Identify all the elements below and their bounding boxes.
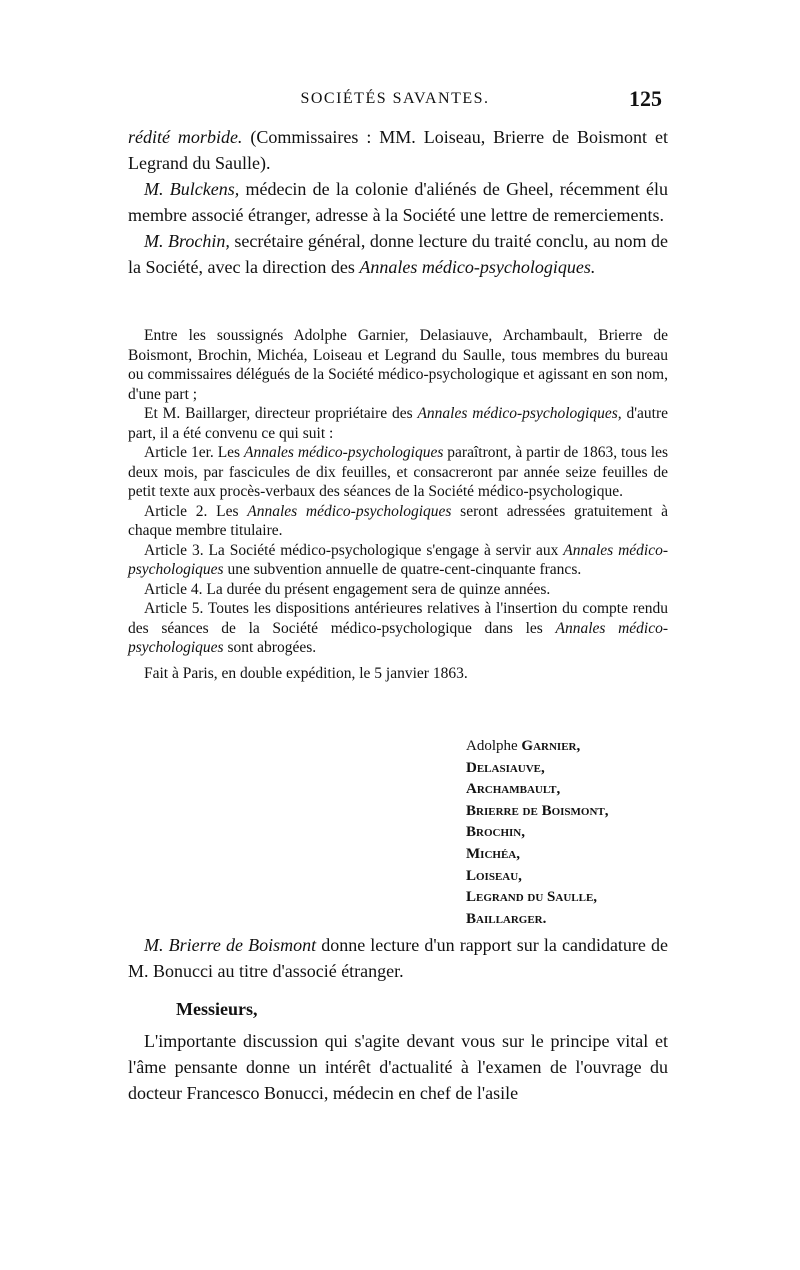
paragraph-text: (Commissaires : MM. Loiseau, Brierre de Boismont et Legrand du Saulle).	[128, 127, 668, 173]
text-fragment: Article 1er. Les	[144, 444, 245, 461]
signature-first-name: Adolphe	[466, 738, 522, 754]
signature	[466, 866, 609, 888]
treaty-text	[128, 326, 668, 683]
signature	[466, 844, 609, 866]
signature	[466, 758, 609, 780]
signature-name: Garnier,	[521, 738, 581, 754]
paragraph-brochin	[128, 228, 668, 280]
salutation: Messieurs,	[176, 999, 258, 1019]
running-header	[128, 86, 662, 116]
article-5	[128, 599, 668, 658]
italic-fragment: rédité morbide.	[128, 127, 243, 147]
treaty-parties: Entre les soussignés Adolphe Garnier, Delasiauve, Archambault, Brierre de Boismont, Brochin, Michéa, Loiseau et Legrand du Saulle, tous membres du bureau ou commissaires délégués de la Société médico-psychologique et agissant en son nom, d'une part ;	[128, 327, 668, 403]
text-fragment: Article 3. La Société médico-psychologique s'engage à servir aux	[144, 541, 564, 559]
journal-title: Annales médico-psychologiques	[128, 541, 668, 578]
journal-title: Annales médico-psychologiques,	[417, 405, 622, 422]
speaker-name: M. Brochin,	[144, 231, 230, 251]
signature-name: Brierre de Boismont,	[466, 802, 609, 819]
paragraph-bonucci: L'importante discussion qui s'agite devant vous sur le principe vital et l'âme pensante donne un intérêt d'actualité à l'examen de l'ouvrage du docteur Francesco Bonucci, médecin en chef de l'asile	[128, 1031, 668, 1103]
journal-title: Annales médico-psychologiques	[244, 444, 444, 461]
signature	[466, 801, 609, 823]
article-4: Article 4. La durée du présent engagement sera de quinze années.	[144, 580, 551, 598]
text-fragment: sont abrogées.	[223, 639, 317, 656]
running-title: SOCIÉTÉS SAVANTES.	[300, 90, 490, 107]
closing-section	[128, 932, 668, 1106]
paragraph-commissaires	[128, 124, 668, 176]
article-1	[128, 443, 668, 502]
text-fragment: paraîtront, à partir de 1863, tous les deux mois, par fascicules de dix feuilles, et consacreront par année seize feuilles de petit texte aux procès-verbaux des séances de la Société médico-psychologique.	[128, 444, 668, 500]
signature	[466, 887, 609, 909]
signature-name: Michéa,	[466, 845, 520, 862]
paragraph-text: médecin de la colonie d'aliénés de Gheel, récemment élu membre associé étranger, adresse à la Société une lettre de remerciements.	[128, 179, 669, 225]
journal-title: Annales médico-psychologiques.	[359, 257, 596, 277]
signature-name: Baillarger.	[466, 910, 547, 927]
signature-block	[466, 736, 609, 930]
journal-title: Annales médico-psychologiques	[128, 619, 669, 656]
speaker-name: M. Brierre de Boismont	[144, 935, 317, 955]
text-fragment: une subvention annuelle de quatre-cent-cinquante francs.	[223, 561, 582, 578]
signature	[466, 779, 609, 801]
journal-title: Annales médico-psychologiques	[247, 502, 452, 520]
opening-section	[128, 124, 668, 280]
paragraph-bulckens	[128, 176, 668, 228]
signature	[466, 822, 609, 844]
signature	[466, 909, 609, 931]
signature-name: Delasiauve,	[466, 759, 545, 776]
text-fragment: Article 5. Toutes les dispositions antérieures relatives à l'insertion du compte rendu des séances de la Société médico-psychologique dans les	[128, 600, 668, 637]
signature-name: Brochin,	[466, 824, 525, 841]
paragraph-text: donne lecture d'un rapport sur la candidature de M. Bonucci au titre d'associé étranger.	[128, 935, 668, 981]
paragraph-text: secrétaire général, donne lecture du traité conclu, au nom de la Société, avec la direction des	[128, 231, 668, 277]
article-3	[128, 541, 668, 580]
article-2	[128, 502, 668, 541]
treaty-director	[128, 404, 668, 443]
signature	[466, 736, 609, 758]
text-fragment: Article 2. Les	[144, 502, 248, 520]
signature-name: Loiseau,	[466, 867, 522, 884]
text-fragment: Et M. Baillarger, directeur propriétaire des	[144, 405, 418, 422]
paragraph-brierre	[128, 932, 668, 984]
treaty-date: Fait à Paris, en double expédition, le 5 janvier 1863.	[144, 664, 468, 682]
signature-name: Legrand du Saulle,	[466, 889, 598, 906]
text-fragment: seront adressées gratuitement à chaque membre titulaire.	[128, 502, 668, 539]
speaker-name: M. Bulckens,	[144, 179, 240, 199]
text-fragment: d'autre part, il a été convenu ce qui suit :	[128, 405, 668, 442]
signature-name: Archambault,	[466, 781, 561, 798]
page-number: 125	[629, 86, 662, 111]
